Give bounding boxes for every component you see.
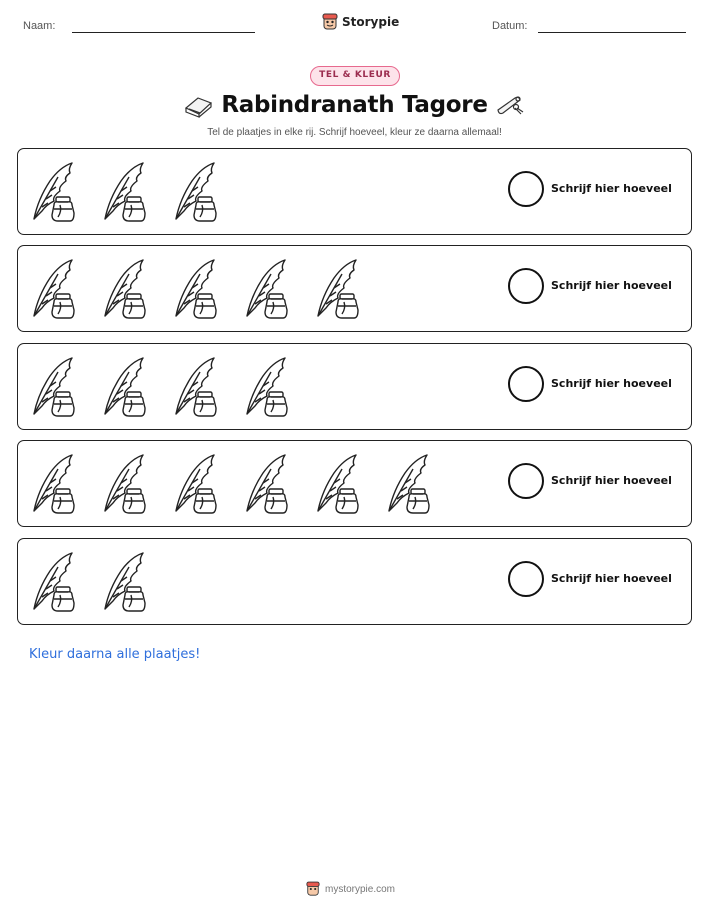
quill-and-inkwell-icon <box>99 354 159 420</box>
activity-badge: TEL & KLEUR <box>310 66 400 86</box>
name-label: Naam: <box>23 20 56 32</box>
answer-label: Schrijf hier hoeveel <box>551 377 672 390</box>
quill-and-inkwell-icon <box>241 354 301 420</box>
counting-row <box>17 245 692 332</box>
quill-and-inkwell-icon <box>28 256 88 322</box>
answer-circle[interactable] <box>508 366 544 402</box>
counting-row <box>17 440 692 527</box>
footer-site: mystorypie.com <box>325 883 396 895</box>
answer-label: Schrijf hier hoeveel <box>551 474 672 487</box>
quill-and-inkwell-icon <box>28 451 88 517</box>
answer-circle[interactable] <box>508 268 544 304</box>
quill-and-inkwell-icon <box>170 451 230 517</box>
counting-row <box>17 148 692 235</box>
answer-label: Schrijf hier hoeveel <box>551 279 672 292</box>
quill-and-inkwell-icon <box>170 159 230 225</box>
answer-label: Schrijf hier hoeveel <box>551 572 672 585</box>
answer-circle[interactable] <box>508 561 544 597</box>
brand-logo <box>322 13 399 31</box>
quill-and-inkwell-icon <box>170 354 230 420</box>
storypie-mascot-icon <box>306 881 320 897</box>
quill-and-inkwell-icon <box>28 354 88 420</box>
answer-circle[interactable] <box>508 463 544 499</box>
counting-row <box>17 343 692 430</box>
instructions: Tel de plaatjes in elke rij. Schrijf hoeveel, kleur ze daarna allemaal! <box>207 127 502 138</box>
quill-and-inkwell-icon <box>99 549 159 615</box>
quill-and-inkwell-icon <box>28 159 88 225</box>
quill-and-inkwell-icon <box>312 451 372 517</box>
answer-label: Schrijf hier hoeveel <box>551 182 672 195</box>
scroll-icon <box>495 94 527 118</box>
quill-and-inkwell-icon <box>99 451 159 517</box>
name-line[interactable] <box>72 32 255 33</box>
date-line[interactable] <box>538 32 686 33</box>
quill-and-inkwell-icon <box>99 159 159 225</box>
brand-name: Storypie <box>342 15 400 29</box>
counting-row <box>17 538 692 625</box>
quill-and-inkwell-icon <box>383 451 443 517</box>
quill-and-inkwell-icon <box>28 549 88 615</box>
date-label: Datum: <box>492 20 528 32</box>
answer-circle[interactable] <box>508 171 544 207</box>
quill-and-inkwell-icon <box>99 256 159 322</box>
storypie-mascot-icon <box>322 13 338 31</box>
quill-and-inkwell-icon <box>312 256 372 322</box>
page-title: Rabindranath Tagore <box>221 92 488 118</box>
quill-and-inkwell-icon <box>241 256 301 322</box>
footer-note: Kleur daarna alle plaatjes! <box>29 647 201 662</box>
footer <box>306 881 395 897</box>
quill-and-inkwell-icon <box>241 451 301 517</box>
quill-and-inkwell-icon <box>170 256 230 322</box>
